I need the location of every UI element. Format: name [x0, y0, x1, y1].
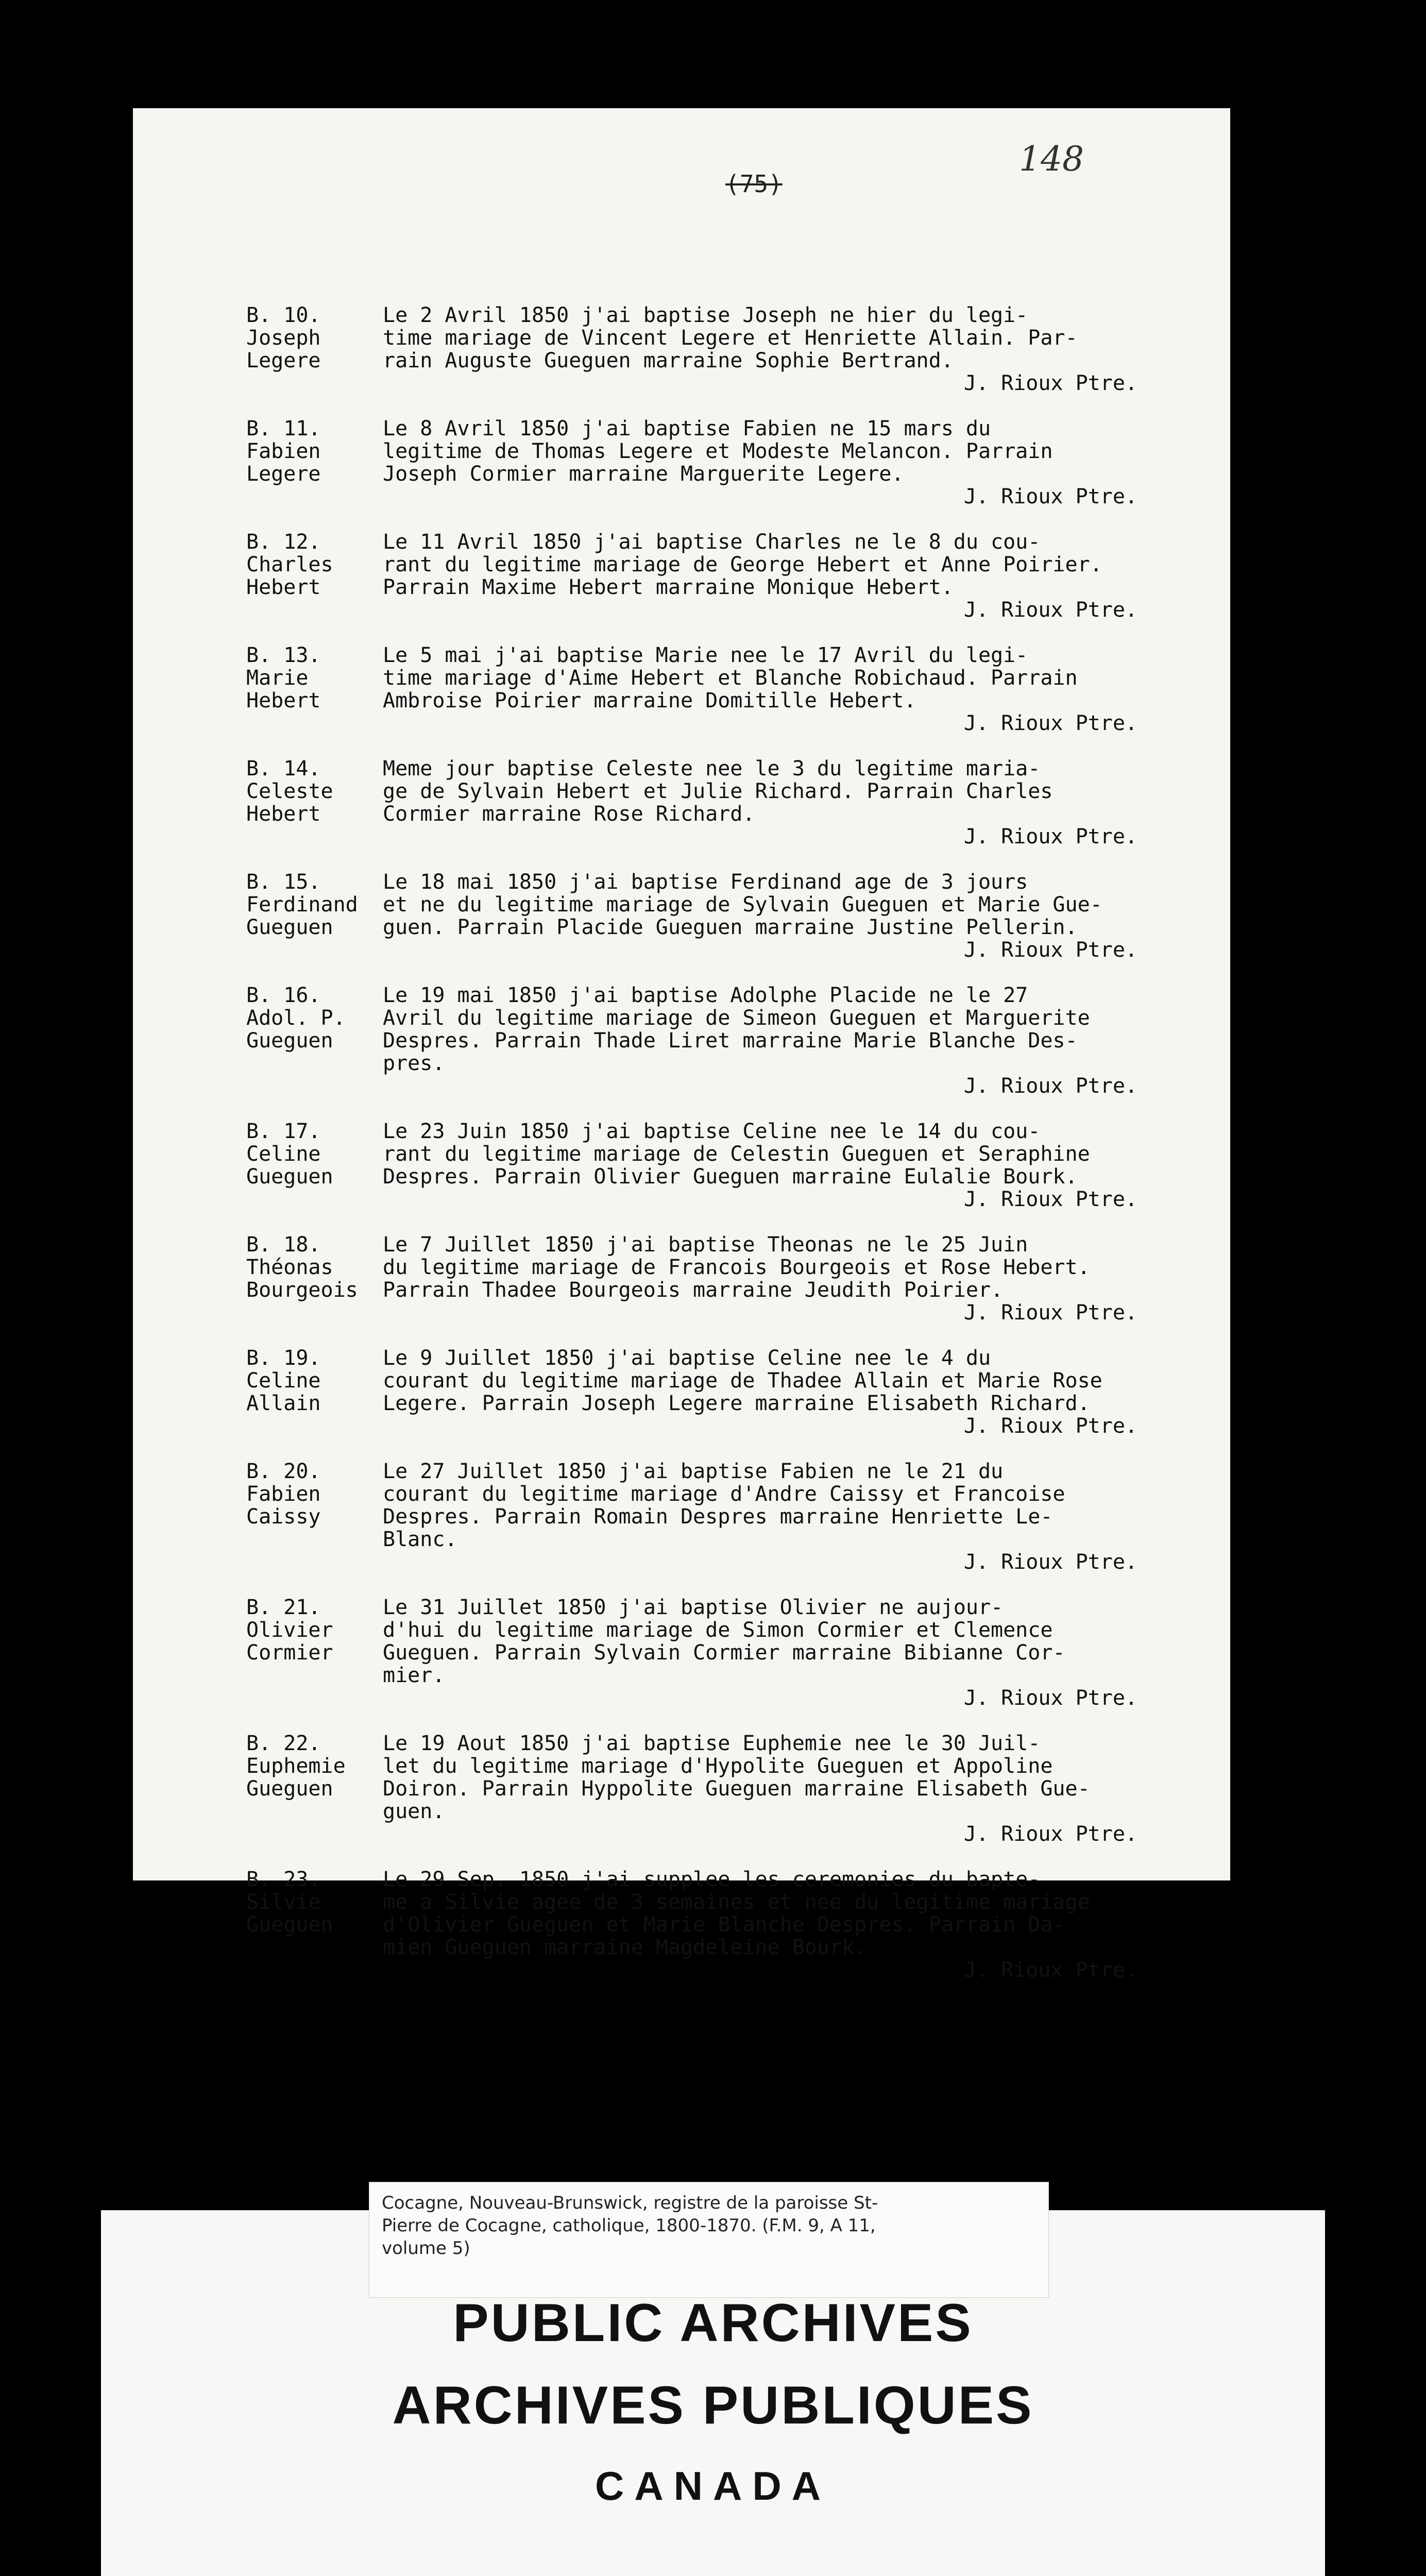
baptism-entry — [246, 417, 1184, 508]
entry-text: Meme jour baptise Celeste nee le 3 du legitime maria- ge de Sylvain Hebert et Julie Richard. Parrain Charles Cormier marraine Rose Richard. — [383, 757, 1053, 826]
struck-page-number: (75) — [725, 170, 783, 198]
entry-text: Le 19 Aout 1850 j'ai baptise Euphemie nee le 30 Juil- let du legitime mariage d'Hypolite Gueguen et Appoline Doiron. Parrain Hyppolite Gueguen marraine Elisabeth Gue- guen. — [383, 1732, 1090, 1823]
handwritten-page-number: 148 — [1019, 139, 1084, 179]
baptism-entry — [246, 1233, 1184, 1324]
entry-margin-note: B. 17. Celine Gueguen — [246, 1120, 333, 1189]
entry-text: Le 31 Juillet 1850 j'ai baptise Olivier ne aujour- d'hui du legitime mariage de Simon Cormier et Clemence Gueguen. Parrain Sylvain Cormier marraine Bibianne Cor- mier. — [383, 1596, 1065, 1687]
entry-signature: J. Rioux Ptre. — [963, 1188, 1138, 1211]
baptism-entry — [246, 1347, 1184, 1437]
entry-margin-note: B. 20. Fabien Caissy — [246, 1460, 321, 1529]
entry-margin-note: B. 18. Théonas Bourgeois — [246, 1233, 358, 1302]
baptism-entry — [246, 1460, 1184, 1573]
baptism-entry — [246, 984, 1184, 1097]
entry-text: Le 19 mai 1850 j'ai baptise Adolphe Placide ne le 27 Avril du legitime mariage de Simeon Gueguen et Marguerite Despres. Parrain Thade Liret marraine Marie Blanche Des- pres. — [383, 984, 1090, 1075]
archive-title-en: PUBLIC ARCHIVES — [453, 2293, 973, 2353]
entry-text: Le 29 Sep. 1850 j'ai supplee les ceremonies du bapte- me a Silvie agee de 3 semaines et nee du legitime mariage d'Olivier Gueguen et Marie Blanche Despres. Parrain Da- mien Gueguen marraine Magdeleine Bourk. — [383, 1868, 1090, 1959]
entry-margin-note: B. 23. Silvie Gueguen — [246, 1868, 333, 1937]
entry-text: Le 2 Avril 1850 j'ai baptise Joseph ne hier du legi- time mariage de Vincent Legere et Henriette Allain. Par- rain Auguste Gueguen marraine Sophie Bertrand. — [383, 303, 1078, 372]
entry-margin-note: B. 21. Olivier Cormier — [246, 1596, 333, 1665]
register-page — [133, 108, 1230, 1982]
entry-margin-note: B. 11. Fabien Legere — [246, 417, 321, 486]
baptism-entries — [246, 304, 1184, 2004]
archive-country: CANADA — [595, 2463, 831, 2509]
entry-signature: J. Rioux Ptre. — [963, 1550, 1138, 1574]
entry-signature: J. Rioux Ptre. — [963, 711, 1138, 735]
entry-signature: J. Rioux Ptre. — [963, 371, 1138, 395]
entry-margin-note: B. 16. Adol. P. Gueguen — [246, 984, 346, 1053]
entry-text: Le 11 Avril 1850 j'ai baptise Charles ne le 8 du cou- rant du legitime mariage de George Hebert et Anne Poirier. Parrain Maxime Hebert marraine Monique Hebert. — [383, 530, 1102, 599]
entry-signature: J. Rioux Ptre. — [963, 1822, 1138, 1846]
entry-signature: J. Rioux Ptre. — [963, 1301, 1138, 1325]
entry-signature: J. Rioux Ptre. — [963, 598, 1138, 622]
entry-text: Le 7 Juillet 1850 j'ai baptise Theonas ne le 25 Juin du legitime mariage de Francois Bourgeois et Rose Hebert. Parrain Thadee Bourgeois marraine Jeudith Poirier. — [383, 1233, 1090, 1302]
entry-margin-note: B. 19. Celine Allain — [246, 1346, 321, 1415]
entry-text: Le 9 Juillet 1850 j'ai baptise Celine nee le 4 du courant du legitime mariage de Thadee Allain et Marie Rose Legere. Parrain Joseph Legere marraine Elisabeth Richard. — [383, 1346, 1102, 1415]
baptism-entry — [246, 757, 1184, 848]
entry-signature: J. Rioux Ptre. — [963, 1074, 1138, 1098]
entry-margin-note: B. 22. Euphemie Gueguen — [246, 1732, 346, 1801]
entry-text: Le 8 Avril 1850 j'ai baptise Fabien ne 15 mars du legitime de Thomas Legere et Modeste Melancon. Parrain Joseph Cormier marraine Marguerite Legere. — [383, 417, 1053, 486]
baptism-entry — [246, 644, 1184, 735]
entry-text: Le 5 mai j'ai baptise Marie nee le 17 Avril du legi- time mariage d'Aime Hebert et Blanche Robichaud. Parrain Ambroise Poirier marraine Domitille Hebert. — [383, 643, 1078, 713]
baptism-entry — [246, 1868, 1184, 1981]
entry-text: Le 23 Juin 1850 j'ai baptise Celine nee le 14 du cou- rant du legitime mariage de Celestin Gueguen et Seraphine Despres. Parrain Olivier Gueguen marraine Eulalie Bourk. — [383, 1120, 1090, 1189]
baptism-entry — [246, 304, 1184, 395]
entry-signature: J. Rioux Ptre. — [963, 825, 1138, 849]
entry-signature: J. Rioux Ptre. — [963, 1414, 1138, 1438]
archive-card — [101, 2193, 1325, 2576]
entry-signature: J. Rioux Ptre. — [963, 1958, 1138, 1982]
entry-margin-note: B. 15. Ferdinand Gueguen — [246, 870, 358, 939]
baptism-entry — [246, 1596, 1184, 1709]
entry-signature: J. Rioux Ptre. — [963, 485, 1138, 509]
entry-margin-note: B. 10. Joseph Legere — [246, 303, 321, 372]
entry-text: Le 18 mai 1850 j'ai baptise Ferdinand age de 3 jours et ne du legitime mariage de Sylvain Gueguen et Marie Gue- guen. Parrain Placide Gueguen marraine Justine Pellerin. — [383, 870, 1102, 939]
entry-margin-note: B. 13. Marie Hebert — [246, 643, 321, 713]
archive-label: Cocagne, Nouveau-Brunswick, registre de la paroisse St- Pierre de Cocagne, catholique, 1800-1870. (F.M. 9, A 11, volume 5) — [369, 2182, 1049, 2298]
baptism-entry — [246, 1732, 1184, 1845]
archive-title-fr: ARCHIVES PUBLIQUES — [392, 2376, 1034, 2435]
entry-text: Le 27 Juillet 1850 j'ai baptise Fabien ne le 21 du courant du legitime mariage d'Andre Caissy et Francoise Despres. Parrain Romain Despres marraine Henriette Le- Blanc. — [383, 1460, 1065, 1551]
baptism-entry — [246, 1120, 1184, 1211]
entry-margin-note: B. 14. Celeste Hebert — [246, 757, 333, 826]
entry-signature: J. Rioux Ptre. — [963, 1686, 1138, 1710]
baptism-entry — [246, 871, 1184, 961]
baptism-entry — [246, 531, 1184, 621]
entry-margin-note: B. 12. Charles Hebert — [246, 530, 333, 599]
entry-signature: J. Rioux Ptre. — [963, 938, 1138, 962]
